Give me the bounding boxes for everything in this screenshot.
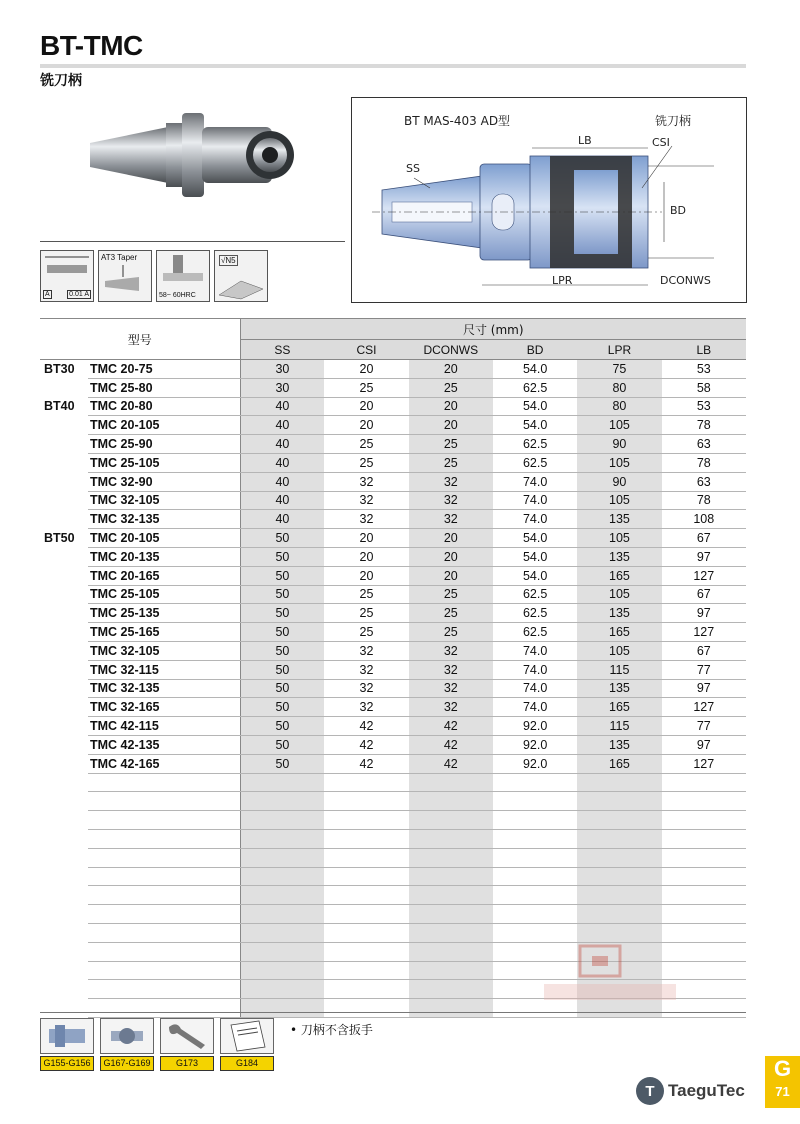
brand-mark-icon: T	[636, 1077, 664, 1105]
model-cell: TMC 20-105	[88, 416, 240, 435]
value-cell: 74.0	[493, 641, 577, 660]
value-cell: 40	[240, 453, 324, 472]
watermark-logo	[540, 940, 680, 1010]
value-cell: 62.5	[493, 604, 577, 623]
value-cell: 105	[577, 416, 661, 435]
table-row	[40, 679, 746, 698]
series-cell	[40, 547, 88, 566]
value-cell: 165	[577, 698, 661, 717]
value-cell: 165	[577, 623, 661, 642]
value-cell: 32	[324, 472, 408, 491]
table-row	[40, 529, 746, 548]
value-cell: 135	[577, 604, 661, 623]
value-cell: 165	[577, 566, 661, 585]
value-cell: 50	[240, 717, 324, 736]
value-cell: 50	[240, 754, 324, 773]
value-cell: 50	[240, 604, 324, 623]
value-cell: 74.0	[493, 510, 577, 529]
value-cell: 42	[409, 735, 493, 754]
model-cell: TMC 42-115	[88, 717, 240, 736]
value-cell: 20	[324, 416, 408, 435]
value-cell: 90	[577, 472, 661, 491]
value-cell: 32	[409, 660, 493, 679]
value-cell: 20	[409, 360, 493, 379]
value-cell: 32	[324, 660, 408, 679]
series-cell	[40, 754, 88, 773]
pull-stud-icon	[100, 1018, 154, 1054]
series-cell	[40, 641, 88, 660]
reference-wrench[interactable]: G173	[160, 1018, 214, 1071]
value-cell: 25	[324, 453, 408, 472]
reference-pull-stud[interactable]: G167-G169	[100, 1018, 154, 1071]
value-cell: 74.0	[493, 679, 577, 698]
value-cell: 54.0	[493, 566, 577, 585]
technical-data-icon	[220, 1018, 274, 1054]
value-cell: 54.0	[493, 529, 577, 548]
value-cell: 20	[324, 397, 408, 416]
table-row	[40, 604, 746, 623]
page-subtitle: 铣刀柄	[40, 73, 82, 89]
model-column-header: 型号	[40, 319, 240, 360]
value-cell: 53	[662, 360, 746, 379]
series-cell: BT30	[44, 362, 75, 377]
value-cell: 42	[324, 735, 408, 754]
wrench-icon	[160, 1018, 214, 1054]
photo-divider	[40, 241, 345, 242]
value-cell: 67	[662, 585, 746, 604]
value-cell: 40	[240, 472, 324, 491]
series-cell	[40, 435, 88, 454]
value-cell: 32	[409, 510, 493, 529]
value-cell: 50	[240, 698, 324, 717]
value-cell: 78	[662, 491, 746, 510]
model-cell: TMC 25-90	[88, 435, 240, 454]
drawing-title: BT MAS-403 AD型	[404, 114, 511, 128]
column-header: CSI	[324, 340, 408, 360]
reference-collet-holder[interactable]: G155-G156	[40, 1018, 94, 1071]
series-cell	[40, 510, 88, 529]
dimension-table	[40, 318, 746, 1018]
series-cell	[40, 660, 88, 679]
model-cell: TMC 20-105	[88, 529, 240, 548]
value-cell: 105	[577, 641, 661, 660]
taper-icon: AT3 Taper	[98, 250, 152, 302]
model-cell: TMC 20-80	[88, 397, 240, 416]
value-cell: 25	[324, 623, 408, 642]
value-cell: 50	[240, 641, 324, 660]
value-cell: 40	[240, 416, 324, 435]
model-cell: TMC 20-75	[88, 360, 240, 379]
value-cell: 105	[577, 491, 661, 510]
series-cell	[40, 679, 88, 698]
value-cell: 20	[409, 529, 493, 548]
series-cell	[40, 566, 88, 585]
label-lb: LB	[578, 134, 592, 147]
value-cell: 20	[409, 566, 493, 585]
value-cell: 165	[577, 754, 661, 773]
table-row	[40, 717, 746, 736]
model-cell: TMC 25-105	[88, 585, 240, 604]
value-cell: 135	[577, 735, 661, 754]
empty-row	[40, 773, 746, 792]
value-cell: 25	[409, 435, 493, 454]
table-row	[40, 641, 746, 660]
empty-row	[40, 848, 746, 867]
value-cell: 25	[324, 435, 408, 454]
surface-finish-icon: √N5	[214, 250, 268, 302]
model-cell: TMC 32-165	[88, 698, 240, 717]
value-cell: 32	[324, 679, 408, 698]
value-cell: 97	[662, 679, 746, 698]
value-cell: 40	[240, 491, 324, 510]
value-cell: 62.5	[493, 378, 577, 397]
series-cell	[40, 735, 88, 754]
value-cell: 32	[409, 679, 493, 698]
table-row	[40, 566, 746, 585]
value-cell: 97	[662, 735, 746, 754]
series-cell	[40, 416, 88, 435]
table-row	[40, 491, 746, 510]
value-cell: 58	[662, 378, 746, 397]
model-cell: TMC 25-135	[88, 604, 240, 623]
value-cell: 42	[409, 754, 493, 773]
value-cell: 25	[409, 604, 493, 623]
value-cell: 50	[240, 547, 324, 566]
value-cell: 30	[240, 378, 324, 397]
column-header: DCONWS	[409, 340, 493, 360]
dimension-header: 尺寸 (mm)	[240, 319, 746, 340]
value-cell: 74.0	[493, 491, 577, 510]
value-cell: 127	[662, 566, 746, 585]
value-cell: 92.0	[493, 754, 577, 773]
feature-icons	[40, 250, 268, 302]
value-cell: 54.0	[493, 360, 577, 379]
label-lpr: LPR	[552, 274, 573, 287]
value-cell: 40	[240, 510, 324, 529]
table-row	[40, 698, 746, 717]
value-cell: 105	[577, 453, 661, 472]
model-cell: TMC 32-105	[88, 491, 240, 510]
model-cell: TMC 20-165	[88, 566, 240, 585]
drawing-subtitle: 铣刀柄	[655, 114, 692, 128]
value-cell: 77	[662, 717, 746, 736]
value-cell: 74.0	[493, 660, 577, 679]
model-cell: TMC 20-135	[88, 547, 240, 566]
value-cell: 40	[240, 397, 324, 416]
value-cell: 62.5	[493, 623, 577, 642]
note-text: • 刀柄不含扳手	[290, 1023, 373, 1037]
value-cell: 20	[324, 360, 408, 379]
table-row	[40, 378, 746, 397]
value-cell: 40	[240, 435, 324, 454]
value-cell: 42	[324, 717, 408, 736]
value-cell: 42	[409, 717, 493, 736]
value-cell: 105	[577, 529, 661, 548]
value-cell: 62.5	[493, 585, 577, 604]
table-body	[40, 360, 746, 1018]
table-row	[40, 360, 746, 379]
value-cell: 20	[409, 547, 493, 566]
table-row	[40, 416, 746, 435]
table-row	[40, 510, 746, 529]
series-cell	[40, 378, 88, 397]
runout-icon: A 0.01 A	[40, 250, 94, 302]
empty-row	[40, 811, 746, 830]
value-cell: 115	[577, 717, 661, 736]
value-cell: 53	[662, 397, 746, 416]
value-cell: 135	[577, 679, 661, 698]
value-cell: 67	[662, 641, 746, 660]
value-cell: 32	[409, 472, 493, 491]
series-cell	[40, 585, 88, 604]
column-header: SS	[240, 340, 324, 360]
value-cell: 32	[409, 641, 493, 660]
value-cell: 50	[240, 623, 324, 642]
series-cell: BT50	[44, 531, 75, 546]
value-cell: 78	[662, 416, 746, 435]
value-cell: 74.0	[493, 472, 577, 491]
series-cell	[40, 717, 88, 736]
series-cell	[40, 623, 88, 642]
value-cell: 97	[662, 547, 746, 566]
series-cell	[40, 604, 88, 623]
table-row	[40, 585, 746, 604]
value-cell: 42	[324, 754, 408, 773]
value-cell: 20	[409, 397, 493, 416]
series-cell: BT40	[44, 399, 75, 414]
value-cell: 127	[662, 623, 746, 642]
model-cell: TMC 42-165	[88, 754, 240, 773]
model-cell: TMC 32-115	[88, 660, 240, 679]
label-csi: CSI	[652, 136, 670, 149]
value-cell: 25	[324, 585, 408, 604]
value-cell: 77	[662, 660, 746, 679]
value-cell: 62.5	[493, 435, 577, 454]
title-rule	[40, 64, 746, 68]
value-cell: 80	[577, 397, 661, 416]
value-cell: 92.0	[493, 735, 577, 754]
value-cell: 62.5	[493, 453, 577, 472]
technical-drawing	[351, 97, 747, 303]
table-row	[40, 397, 746, 416]
value-cell: 54.0	[493, 397, 577, 416]
value-cell: 127	[662, 698, 746, 717]
value-cell: 105	[577, 585, 661, 604]
reference-icons	[40, 1018, 274, 1071]
value-cell: 25	[409, 585, 493, 604]
model-cell: TMC 25-80	[88, 378, 240, 397]
value-cell: 32	[324, 698, 408, 717]
reference-technical-data[interactable]: G184	[220, 1018, 274, 1071]
page-number: 71	[775, 1084, 790, 1099]
value-cell: 50	[240, 566, 324, 585]
value-cell: 75	[577, 360, 661, 379]
value-cell: 74.0	[493, 698, 577, 717]
collet-holder-icon	[40, 1018, 94, 1054]
value-cell: 32	[324, 641, 408, 660]
value-cell: 25	[409, 623, 493, 642]
value-cell: 20	[324, 566, 408, 585]
value-cell: 32	[409, 698, 493, 717]
page-title: BT-TMC	[40, 30, 143, 61]
value-cell: 78	[662, 453, 746, 472]
model-cell: TMC 25-105	[88, 453, 240, 472]
empty-row	[40, 792, 746, 811]
model-cell: TMC 32-90	[88, 472, 240, 491]
value-cell: 92.0	[493, 717, 577, 736]
value-cell: 50	[240, 585, 324, 604]
value-cell: 135	[577, 510, 661, 529]
value-cell: 63	[662, 472, 746, 491]
model-cell: TMC 32-135	[88, 510, 240, 529]
value-cell: 90	[577, 435, 661, 454]
value-cell: 20	[324, 529, 408, 548]
value-cell: 127	[662, 754, 746, 773]
table-row	[40, 623, 746, 642]
product-photo	[88, 105, 298, 215]
value-cell: 50	[240, 735, 324, 754]
value-cell: 135	[577, 547, 661, 566]
label-dconws: DCONWS	[660, 274, 711, 287]
value-cell: 50	[240, 660, 324, 679]
column-header: LPR	[577, 340, 661, 360]
column-header: LB	[662, 340, 746, 360]
model-cell: TMC 32-105	[88, 641, 240, 660]
value-cell: 25	[409, 378, 493, 397]
table-row	[40, 735, 746, 754]
value-cell: 115	[577, 660, 661, 679]
value-cell: 67	[662, 529, 746, 548]
model-cell: TMC 32-135	[88, 679, 240, 698]
table-row	[40, 435, 746, 454]
value-cell: 32	[324, 510, 408, 529]
value-cell: 50	[240, 529, 324, 548]
empty-row	[40, 867, 746, 886]
empty-row	[40, 829, 746, 848]
label-bd: BD	[670, 204, 687, 217]
value-cell: 25	[324, 378, 408, 397]
series-cell	[40, 491, 88, 510]
brand-logo	[636, 1074, 745, 1108]
value-cell: 63	[662, 435, 746, 454]
value-cell: 30	[240, 360, 324, 379]
table-row	[40, 660, 746, 679]
model-cell: TMC 25-165	[88, 623, 240, 642]
column-header: BD	[493, 340, 577, 360]
value-cell: 97	[662, 604, 746, 623]
empty-row	[40, 905, 746, 924]
table-row	[40, 547, 746, 566]
value-cell: 50	[240, 679, 324, 698]
value-cell: 20	[324, 547, 408, 566]
value-cell: 25	[324, 604, 408, 623]
value-cell: 54.0	[493, 547, 577, 566]
bottom-divider	[40, 1012, 746, 1013]
value-cell: 20	[409, 416, 493, 435]
value-cell: 80	[577, 378, 661, 397]
series-cell	[40, 453, 88, 472]
section-letter: G	[773, 1056, 792, 1081]
table-row	[40, 754, 746, 773]
series-cell	[40, 472, 88, 491]
series-cell	[40, 698, 88, 717]
value-cell: 32	[324, 491, 408, 510]
brand-name: TaeguTec	[668, 1081, 745, 1100]
value-cell: 108	[662, 510, 746, 529]
table-row	[40, 472, 746, 491]
page-tab	[765, 1056, 800, 1108]
value-cell: 32	[409, 491, 493, 510]
table-row	[40, 453, 746, 472]
value-cell: 25	[409, 453, 493, 472]
value-cell: 54.0	[493, 416, 577, 435]
label-ss: SS	[406, 162, 420, 175]
hardness-icon: 58~ 60HRC	[156, 250, 210, 302]
empty-row	[40, 886, 746, 905]
model-cell: TMC 42-135	[88, 735, 240, 754]
